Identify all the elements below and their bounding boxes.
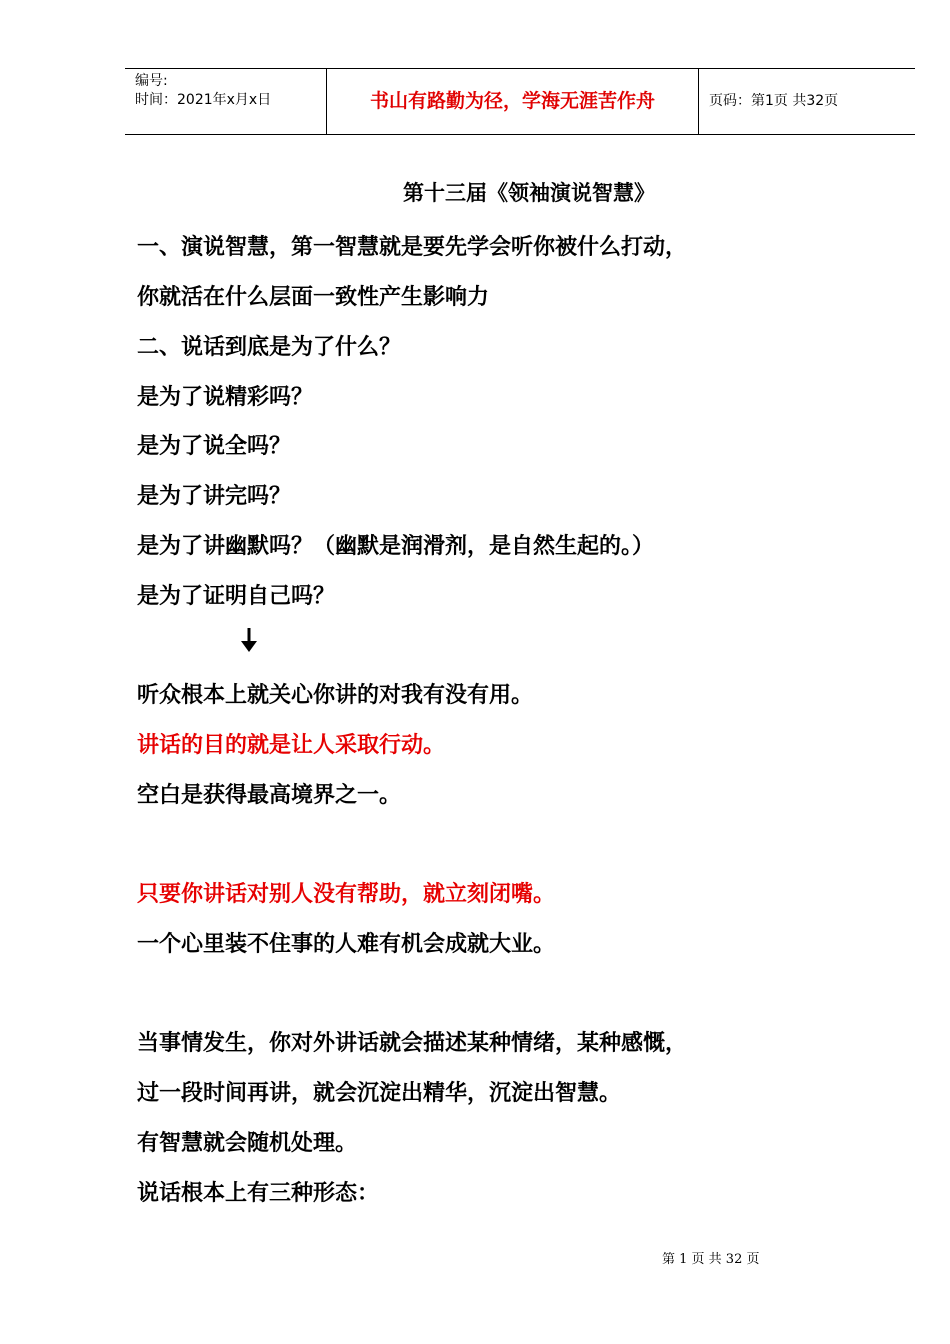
highlight-line: 只要你讲话对别人没有帮助，就立刻闭嘴。 bbox=[137, 882, 556, 907]
text-line: 是为了讲完吗？ bbox=[137, 484, 292, 509]
down-arrow-icon bbox=[240, 627, 258, 659]
text-line: 空白是获得最高境界之一。 bbox=[137, 783, 402, 808]
document-title: 第十三届《领袖演说智慧》 bbox=[403, 180, 655, 205]
page-footer: 第 1 页 共 32 页 bbox=[662, 1252, 760, 1267]
text-line: 是为了说全吗？ bbox=[137, 434, 292, 459]
text-line: 你就活在什么层面一致性产生影响力 bbox=[137, 285, 490, 310]
text-line: 是为了说精彩吗？ bbox=[137, 385, 314, 410]
text-line: 一、演说智慧，第一智慧就是要先学会听你被什么打动， bbox=[137, 235, 688, 260]
text-line: 过一段时间再讲，就会沉淀出精华，沉淀出智慧。 bbox=[137, 1081, 622, 1106]
text-line: 有智慧就会随机处理。 bbox=[137, 1131, 358, 1156]
text-line: 当事情发生，你对外讲话就会描述某种情绪，某种感慨， bbox=[137, 1031, 688, 1056]
down-arrow-icon-svg bbox=[240, 627, 258, 653]
number-label: 编号: bbox=[135, 73, 168, 89]
document-header bbox=[125, 68, 915, 135]
text-line: 是为了证明自己吗？ bbox=[137, 584, 336, 609]
time-label: 时间：2021年x月x日 bbox=[135, 92, 272, 108]
header-motto: 书山有路勤为径，学海无涯苦作舟 bbox=[327, 69, 699, 134]
header-meta bbox=[125, 69, 327, 134]
text-line: 是为了讲幽默吗？（幽默是润滑剂，是自然生起的。） bbox=[137, 534, 655, 559]
text-line: 说话根本上有三种形态： bbox=[137, 1181, 380, 1206]
text-line: 二、说话到底是为了什么？ bbox=[137, 335, 402, 360]
text-line: 听众根本上就关心你讲的对我有没有用。 bbox=[137, 683, 534, 708]
highlight-line: 讲话的目的就是让人采取行动。 bbox=[137, 733, 446, 758]
text-line: 一个心里装不住事的人难有机会成就大业。 bbox=[137, 932, 556, 957]
header-page-info: 页码：第1页 共32页 bbox=[709, 93, 839, 109]
